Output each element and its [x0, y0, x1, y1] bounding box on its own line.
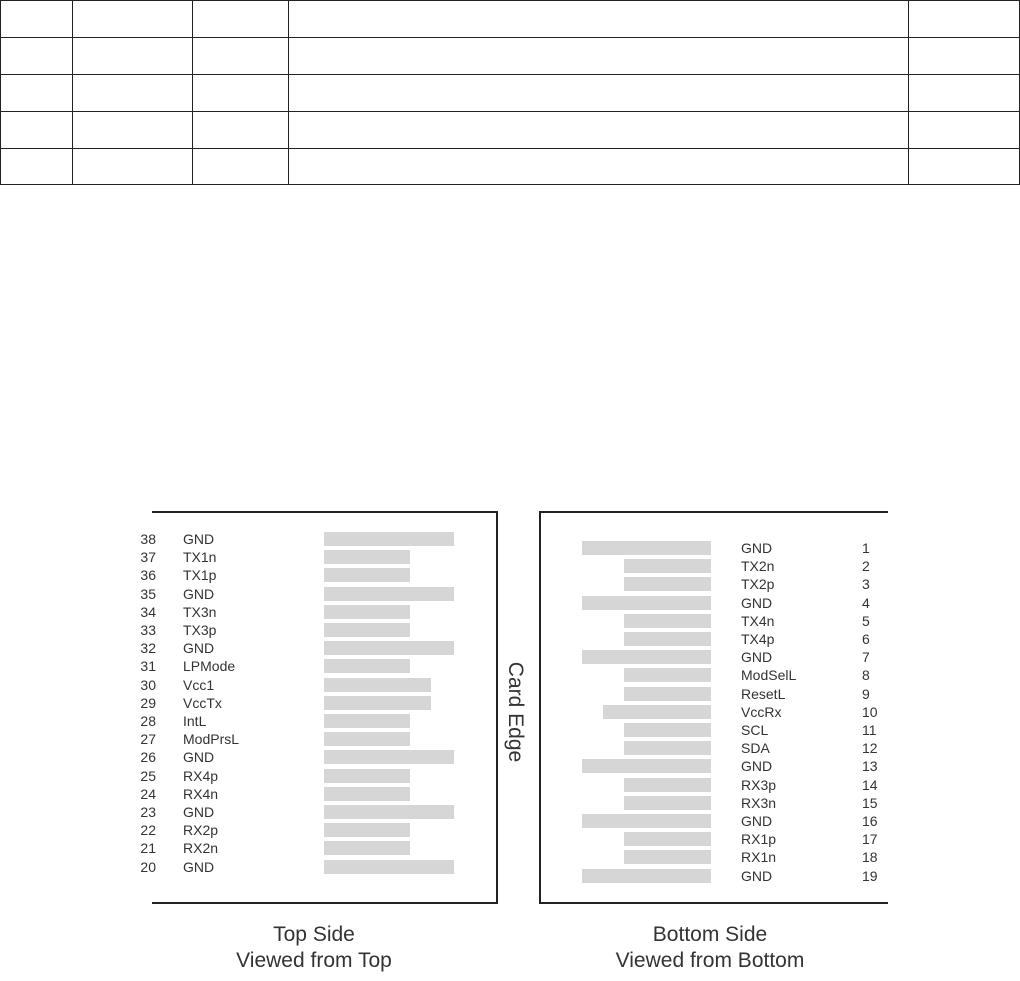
pin-number: 21 — [140, 840, 156, 857]
contact-pad — [582, 650, 711, 664]
pin-name: TX4p — [741, 631, 775, 647]
pin-number: 6 — [862, 631, 870, 647]
pin-number: 10 — [862, 703, 878, 720]
pin-number: 31 — [140, 658, 156, 675]
pin-number: 2 — [862, 558, 870, 575]
pin-number: 5 — [862, 612, 870, 629]
top-side-caption-line2: Viewed from Top — [236, 949, 392, 972]
pin-name: TX1p — [183, 567, 217, 584]
pin-number: 37 — [140, 549, 156, 566]
bottom-side-caption — [580, 922, 840, 974]
pin-number: 1 — [862, 540, 870, 556]
pin-name: VccTx — [183, 694, 222, 711]
pin-number: 11 — [862, 722, 877, 738]
contact-pad — [624, 559, 711, 573]
contact-pad — [324, 732, 410, 746]
pin-name: GND — [741, 867, 773, 884]
contact-pad — [582, 869, 711, 883]
pin-number: 12 — [862, 740, 878, 757]
pin-number: 30 — [140, 676, 156, 693]
contact-pad — [582, 814, 711, 828]
contact-pad — [324, 769, 410, 783]
pin-name: RX2n — [183, 840, 219, 857]
contact-pad — [624, 668, 711, 682]
pin-name: RX1n — [741, 849, 777, 866]
contact-pad — [324, 659, 410, 673]
pin-name: TX2n — [741, 558, 775, 575]
pin-name: GND — [183, 585, 215, 602]
pin-name: Vcc1 — [183, 676, 215, 693]
bottom-side-caption-line2: Viewed from Bottom — [615, 949, 805, 972]
pin-number: 16 — [862, 813, 878, 829]
pin-number: 14 — [862, 776, 878, 793]
pin-number: 8 — [862, 667, 870, 684]
pin-name: VccRx — [741, 703, 782, 720]
pin-name: RX1p — [741, 831, 777, 848]
pin-number: 33 — [140, 622, 156, 638]
pin-name: RX3n — [741, 794, 777, 811]
contact-pad — [324, 714, 410, 728]
contact-pad — [624, 741, 711, 755]
pin-number: 9 — [862, 685, 870, 702]
pin-number: 29 — [140, 694, 156, 711]
pin-number: 22 — [140, 822, 156, 839]
pin-number: 13 — [862, 758, 878, 775]
pin-number: 23 — [140, 804, 156, 820]
pin-number: 19 — [862, 867, 878, 884]
pin-name: GND — [741, 758, 773, 775]
pin-name: RX4n — [183, 785, 219, 802]
contact-pad — [624, 832, 711, 846]
contact-pad — [324, 696, 431, 710]
pin-name: TX2p — [741, 576, 775, 593]
pin-name: IntL — [183, 713, 207, 729]
pin-name: SDA — [741, 740, 770, 757]
contact-pad — [582, 759, 711, 773]
pin-name: GND — [741, 594, 773, 611]
pin-name: GND — [741, 540, 773, 556]
pin-number: 17 — [862, 831, 878, 848]
pin-name: RX3p — [741, 776, 777, 793]
pin-name: ModSelL — [741, 667, 797, 684]
pin-number: 24 — [140, 785, 156, 802]
pin-number: 25 — [140, 767, 156, 784]
pin-name: RX4p — [183, 767, 219, 784]
contact-pad — [324, 860, 454, 874]
pin-number: 28 — [140, 713, 156, 729]
contact-pad — [324, 605, 410, 619]
contact-pad — [624, 796, 711, 810]
contact-pad — [624, 723, 711, 737]
contact-pad — [324, 641, 454, 655]
pin-name: GND — [741, 649, 773, 666]
contact-pad — [624, 850, 711, 864]
contact-pad — [324, 568, 410, 582]
pin-name: LPMode — [183, 658, 236, 675]
bottom-side-frame — [540, 512, 888, 903]
pin-name: GND — [183, 640, 215, 657]
pin-number: 34 — [140, 603, 156, 620]
pin-name: RX2p — [183, 822, 219, 839]
contact-pad — [324, 805, 454, 819]
contact-pad — [624, 687, 711, 701]
pin-number: 38 — [140, 531, 156, 547]
contact-pad — [624, 614, 711, 628]
contact-pad — [324, 587, 454, 601]
pin-name: TX3p — [183, 622, 217, 638]
pin-name: GND — [741, 813, 773, 829]
pin-number: 27 — [140, 731, 156, 748]
pin-number: 18 — [862, 849, 878, 866]
contact-pad — [324, 550, 410, 564]
pin-name: SCL — [741, 722, 769, 738]
contact-pad — [324, 823, 410, 837]
pin-number: 36 — [140, 567, 156, 584]
pin-number: 32 — [140, 640, 156, 657]
contact-pad — [324, 750, 454, 764]
contact-pad — [624, 577, 711, 591]
pin-number: 35 — [140, 585, 156, 602]
contact-pad — [624, 632, 711, 646]
pin-number: 26 — [140, 749, 156, 766]
pin-name: TX1n — [183, 549, 217, 566]
contact-pad — [603, 705, 711, 719]
pin-number: 15 — [862, 794, 878, 811]
card-edge-text: Card Edge — [504, 661, 527, 763]
contact-pad — [324, 623, 410, 637]
pin-number: 4 — [862, 594, 870, 611]
contact-pad — [324, 841, 410, 855]
contact-pad — [624, 778, 711, 792]
pin-number: 7 — [862, 649, 870, 666]
pin-name: ResetL — [741, 685, 786, 702]
pin-number: 20 — [140, 858, 156, 875]
pin-name: TX3n — [183, 603, 217, 620]
contact-pad — [582, 596, 711, 610]
contact-pad — [324, 787, 410, 801]
bottom-side-caption-line1: Bottom Side — [652, 923, 768, 946]
contact-pad — [324, 532, 454, 546]
contact-pad — [582, 541, 711, 555]
pin-name: GND — [183, 804, 215, 820]
pin-name: ModPrsL — [183, 731, 240, 748]
top-side-caption — [214, 922, 414, 974]
pin-name: GND — [183, 531, 215, 547]
pin-name: GND — [183, 858, 215, 875]
top-side-caption-line1: Top Side — [273, 923, 355, 946]
pin-name: GND — [183, 749, 215, 766]
contact-pad — [324, 678, 431, 692]
pin-number: 3 — [862, 576, 870, 593]
pin-name: TX4n — [741, 612, 775, 629]
